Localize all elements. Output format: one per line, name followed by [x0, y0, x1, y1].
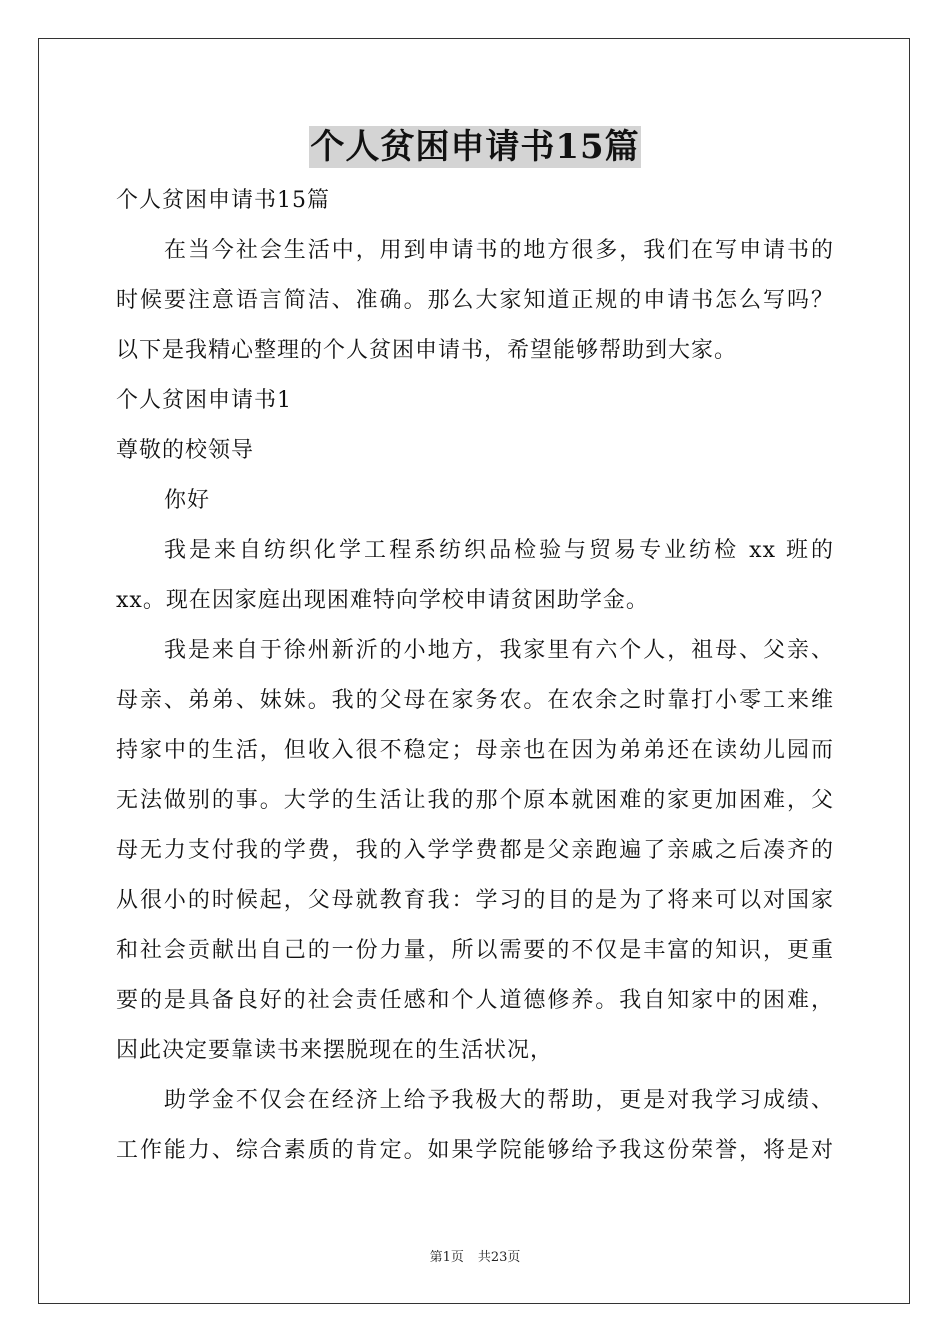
intro-line-3: 以下是我精心整理的个人贫困申请书，希望能够帮助到大家。 — [116, 338, 738, 363]
paragraph-line: 要的是具备良好的社会责任感和个人道德修养。我自知家中的困难， — [116, 988, 834, 1013]
paragraph-line: xx。现在因家庭出现困难特向学校申请贫困助学金。 — [116, 588, 649, 613]
page-number: 第1页 — [429, 1250, 464, 1265]
paragraph-line: 母无力支付我的学费，我的入学学费都是父亲跑遍了亲戚之后凑齐的 — [116, 838, 834, 863]
paragraph-line: 因此决定要靠读书来摆脱现在的生活状况， — [116, 1038, 554, 1063]
greeting: 你好 — [164, 488, 211, 513]
document-body — [116, 176, 834, 1176]
section-heading: 个人贫困申请书1 — [116, 388, 292, 413]
paragraph-line: 持家中的生活，但收入很不稳定；母亲也在因为弟弟还在读幼儿园而 — [116, 738, 834, 763]
paragraph-line: 无法做别的事。大学的生活让我的那个原本就困难的家更加困难，父 — [116, 788, 834, 813]
subtitle-line: 个人贫困申请书15篇 — [116, 188, 330, 213]
page-footer — [0, 1246, 950, 1265]
paragraph-line: 助学金不仅会在经济上给予我极大的帮助，更是对我学习成绩、 — [164, 1088, 834, 1113]
paragraph-line: 我是来自于徐州新沂的小地方，我家里有六个人，祖母、父亲、 — [164, 638, 834, 663]
intro-line-2: 时候要注意语言简洁、准确。那么大家知道正规的申请书怎么写吗？ — [116, 288, 834, 313]
document-title-text: 个人贫困申请书15篇 — [310, 127, 640, 167]
document-title — [0, 126, 950, 168]
page-total: 共23页 — [477, 1250, 521, 1265]
paragraph-line: 从很小的时候起，父母就教育我：学习的目的是为了将来可以对国家 — [116, 888, 834, 913]
paragraph-line: 母亲、弟弟、妹妹。我的父母在家务农。在农余之时靠打小零工来维 — [116, 688, 834, 713]
paragraph-line: 和社会贡献出自己的一份力量，所以需要的不仅是丰富的知识，更重 — [116, 938, 834, 963]
paragraph-line: 工作能力、综合素质的肯定。如果学院能够给予我这份荣誉，将是对 — [116, 1138, 834, 1163]
paragraph-line: 我是来自纺织化学工程系纺织品检验与贸易专业纺检 xx 班的 — [164, 538, 834, 563]
salutation: 尊敬的校领导 — [116, 438, 255, 463]
intro-line-1: 在当今社会生活中，用到申请书的地方很多，我们在写申请书的 — [164, 238, 834, 263]
